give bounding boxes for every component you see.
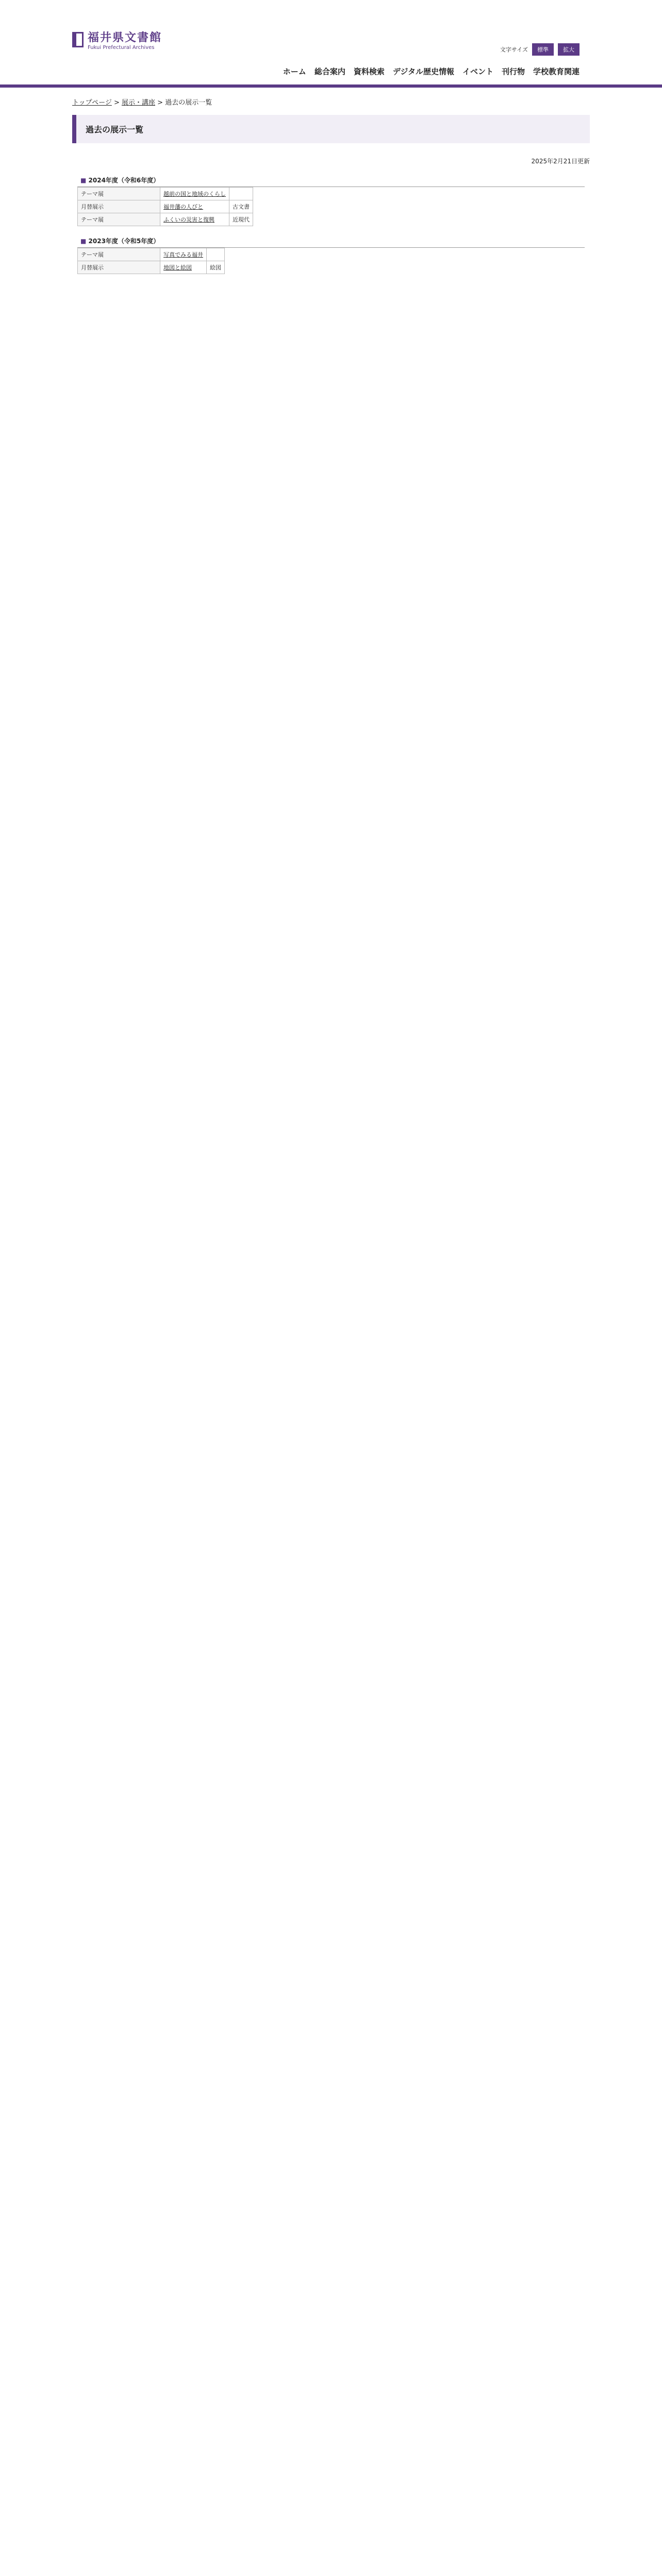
text-size-label: 文字サイズ [500,46,528,53]
breadcrumb-current: 過去の展示一覧 [165,99,212,107]
site-header [0,0,662,88]
text-size-normal-button[interactable]: 標準 [532,43,554,56]
exhibit-link[interactable]: 越前の国と地域のくらし [163,191,226,197]
global-nav [283,66,580,77]
logo-name: 福井県文書館 [88,31,162,44]
text-size-large-button[interactable]: 拡大 [558,43,580,56]
page-title: 過去の展示一覧 [72,115,590,143]
exhibit-type: テーマ展 [78,188,160,200]
nav-school[interactable]: 学校教育関連 [533,67,580,76]
exhibit-table [77,248,225,274]
nav-events[interactable]: イベント [462,67,493,76]
exhibit-note: 近現代 [229,213,253,226]
table-row [78,261,225,274]
exhibit-title-cell [160,261,207,274]
exhibit-type: テーマ展 [78,213,160,226]
utility-bar [500,43,580,56]
nav-home[interactable]: ホーム [283,67,306,76]
nav-publications[interactable]: 刊行物 [501,67,525,76]
breadcrumb: トップページ > 展示・講座 > 過去の展示一覧 [72,99,212,107]
exhibit-title-cell [160,200,229,213]
breadcrumb-exhibits[interactable]: 展示・講座 [122,99,156,107]
updated-date: 2025年2月21日更新 [531,158,590,165]
table-row [78,248,225,261]
year-section [77,174,585,226]
exhibit-note [207,248,225,261]
exhibit-link[interactable]: 写真でみる福井 [163,251,203,258]
exhibit-type: テーマ展 [78,248,160,261]
exhibit-link[interactable]: ふくいの災害と復興 [163,216,214,223]
nav-search[interactable]: 資料検索 [353,67,385,76]
exhibit-list [0,174,662,274]
exhibit-note: 古文書 [229,200,253,213]
exhibit-title-cell [160,188,229,200]
site-logo[interactable] [72,29,162,50]
exhibit-table [77,187,253,226]
table-row [78,213,253,226]
exhibit-link[interactable]: 地図と絵図 [163,264,192,271]
exhibit-link[interactable]: 福井藩の人びと [163,204,203,210]
logo-name-en: Fukui Prefectural Archives [88,45,155,50]
exhibit-note [229,188,253,200]
logo-icon [72,32,84,47]
exhibit-title-cell [160,248,207,261]
nav-guide[interactable]: 総合案内 [314,67,345,76]
exhibit-type: 月替展示 [78,261,160,274]
year-heading: ■ 2023年度（令和5年度） [77,234,585,248]
year-section [77,234,585,274]
exhibit-note: 絵図 [207,261,225,274]
year-heading: ■ 2024年度（令和6年度） [77,174,585,187]
exhibit-title-cell [160,213,229,226]
nav-digital[interactable]: デジタル歴史情報 [392,67,454,76]
exhibit-type: 月替展示 [78,200,160,213]
table-row [78,200,253,213]
breadcrumb-top[interactable]: トップページ [72,99,112,107]
table-row [78,188,253,200]
